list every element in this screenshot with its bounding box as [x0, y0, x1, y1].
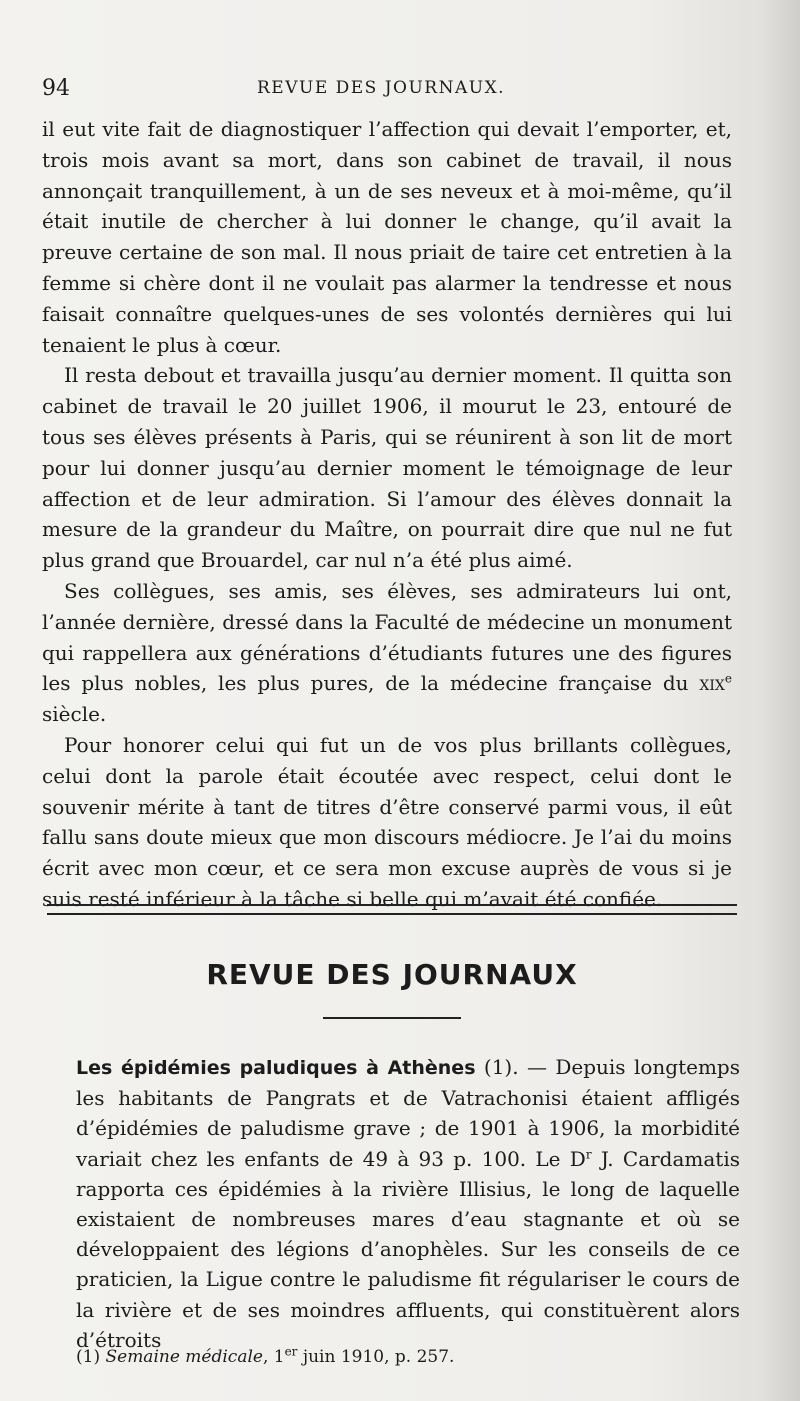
paragraph-3: [42, 576, 732, 730]
double-rule-divider: [47, 904, 737, 915]
running-title: REVUE DES JOURNAUX.: [257, 78, 506, 98]
article: [76, 1052, 740, 1355]
article-text-a: Depuis longtemps les habitants de Pangrats et de Vatrachonisi étaient affligés d’épidémies de paludisme grave ; de 1901 à 1906, la morbidité variait chez les enfants de 49 à 93 p. 100. Le D: [76, 1055, 740, 1171]
running-head: [42, 76, 742, 106]
article-title: Les épidémies paludiques à Athènes: [76, 1057, 476, 1079]
footnote-marker: (1): [76, 1347, 106, 1367]
footnote-sep: , 1: [262, 1347, 285, 1367]
footnote-reference: (1). —: [475, 1055, 556, 1079]
paragraph-4: Pour honorer celui qui fut un de vos plus brillants collègues, celui dont la parole était écoutée avec respect, celui dont le souvenir mérite à tant de titres d’être conservé parmi vous, il eût fallu sans doute mieux que mon discours médiocre. Je l’ai du moins écrit avec mon cœur, et ce sera mon excuse auprès de vous si je suis resté inférieur à la tâche si belle qui m’avait été confiée.: [42, 732, 732, 911]
paragraph-3-after: siècle.: [42, 702, 107, 727]
paragraph-3-before: Ses collègues, ses amis, ses élèves, ses admirateurs lui ont, l’année dernière, dressé dans la Faculté de médecine un monument qui rappellera aux générations d’étudiants futures une des figures les plus nobles, les plus pures, de la médecine française du: [42, 578, 732, 696]
century-numeral: xix: [699, 671, 725, 696]
footnote: [76, 1344, 736, 1367]
doctor-superscript: r: [585, 1146, 592, 1161]
century-superscript: e: [724, 671, 732, 686]
paragraph-1: il eut vite fait de diagnostiquer l’affection qui devait l’emporter, et, trois mois avant sa mort, dans son cabinet de travail, il nous annonçait tranquillement, à un de ses neveux et à moi-même, qu’il était inutile de chercher à lui donner le change, qu’il avait la preuve certaine de son mal. Il nous priait de taire cet entretien à la femme si chère dont il ne voulait pas alarmer la tendresse et nous faisait connaître quelques-unes de ses volontés dernières qui lui tenaient le plus à cœur.: [42, 117, 732, 357]
footnote-sup: er: [284, 1344, 298, 1359]
footnote-source: Semaine médicale: [105, 1347, 263, 1367]
footnote-rest: juin 1910, p. 257.: [297, 1347, 455, 1367]
section-underline: [323, 1017, 461, 1019]
paragraph-2: Il resta debout et travailla jusqu’au dernier moment. Il quitta son cabinet de travail le 20 juillet 1906, il mourut le 23, entouré de tous ses élèves présents à Paris, qui se réunirent à son lit de mort pour lui donner jusqu’au dernier moment le témoignage de leur affection et de leur admiration. Si l’amour des élèves donnait la mesure de la grandeur du Maître, on pourrait dire que nul ne fut plus grand que Brouardel, car nul n’a été plus aimé.: [42, 363, 732, 573]
page-number: 94: [42, 76, 70, 101]
article-text-b: J. Cardamatis rapporta ces épidémies à la rivière Illisius, le long de laquelle existaient de nombreuses mares d’eau stagnante et où se développaient des légions d’anophèles. Sur les conseils de ce praticien, la Ligue contre le paludisme fit régulariser le cours de la rivière et de ses moindres affluents, qui constituèrent alors d’étroits: [76, 1146, 740, 1352]
section-title: REVUE DES JOURNAUX: [206, 958, 578, 991]
body-text: [42, 114, 732, 915]
